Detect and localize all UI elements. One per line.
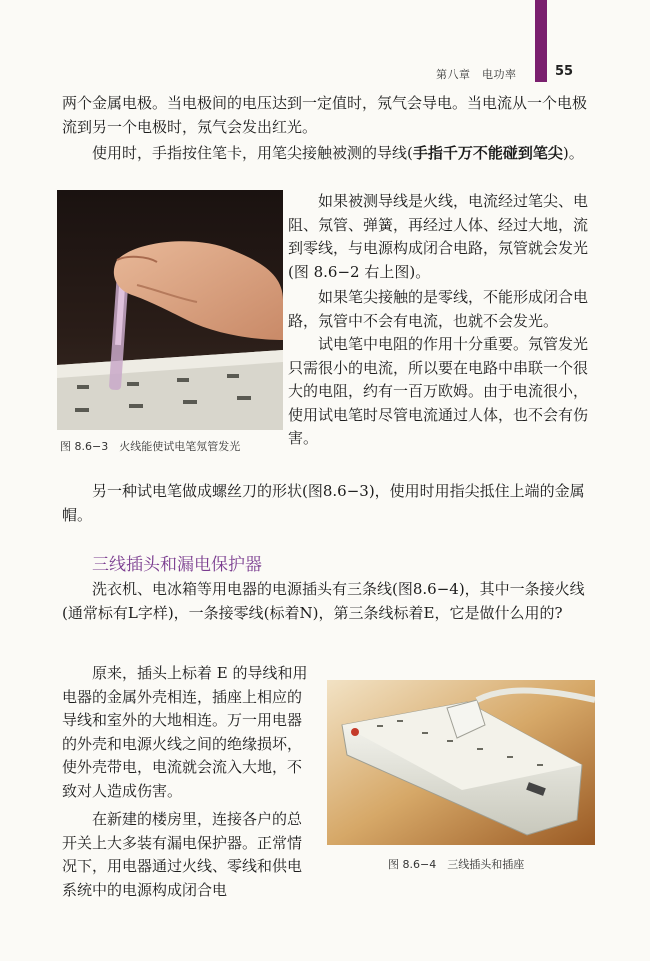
page-number: 55 [555, 64, 574, 79]
paragraph-9: 在新建的楼房里，连接各户的总开关上大多装有漏电保护器。正常情况下，用电器通过火线、零线和供电系统中的电源构成闭合电 [62, 810, 303, 899]
paragraph-2-text: 使用时，手指按住笔卡，用笔尖接触被测的导线( [92, 144, 413, 162]
paragraph-7: 洗衣机、电冰箱等用电器的电源插头有三条线(图8.6−4)，其中一条接火线(通常标有L字样)，一条接零线(标着N)，第三条线标着E，它是做什么用的? [62, 580, 585, 622]
section-title: 三线插头和漏电保护器 [92, 555, 262, 575]
paragraph-1: 两个金属电极。当电极间的电压达到一定值时，氖气会导电。当电流从一个电极流到另一个电极时，氖气会发出红光。 [62, 94, 588, 136]
figure-test-pen-photo [57, 190, 283, 430]
test-pen-illustration [57, 190, 283, 430]
paragraph-4: 如果笔尖接触的是零线，不能形成闭合电路，氖管中不会有电流，也就不会发光。 [288, 288, 589, 330]
figure-plug-socket-photo [327, 680, 595, 845]
paragraph-2-end: )。 [562, 144, 584, 162]
paragraph-8: 原来，插头上标着 E 的导线和用电器的金属外壳相连，插座上相应的导线和室外的大地相连。万一用电器的外壳和电源火线之间的绝缘损坏，使外壳带电，电流就会流入大地，不致对人造成伤害。 [62, 664, 308, 800]
paragraph-3: 如果被测导线是火线，电流经过笔尖、电阻、氖管、弹簧，再经过人体、经过大地，流到零线，与电源构成闭合电路，氖管就会发光(图 8.6−2 右上图)。 [288, 192, 589, 281]
figure-8-6-4-caption: 图 8.6−4 三线插头和插座 [388, 858, 525, 871]
chapter-color-bar [535, 0, 547, 82]
plug-socket-illustration [327, 680, 595, 845]
figure-8-6-3-caption: 图 8.6−3 火线能使试电笔氖管发光 [60, 440, 241, 453]
paragraph-6: 另一种试电笔做成螺丝刀的形状(图8.6−3)，使用时用指尖抵住上端的金属帽。 [62, 482, 585, 524]
paragraph-2 [62, 142, 602, 166]
paragraph-2-warning: 手指千万不能碰到笔尖 [412, 144, 563, 162]
paragraph-5: 试电笔中电阻的作用十分重要。氖管发光只需很小的电流，所以要在电路中串联一个很大的电阻，约有一百万欧姆。由于电流很小，使用试电笔时尽管电流通过人体，也不会有伤害。 [288, 335, 589, 447]
chapter-title: 第八章 电功率 [436, 68, 517, 81]
